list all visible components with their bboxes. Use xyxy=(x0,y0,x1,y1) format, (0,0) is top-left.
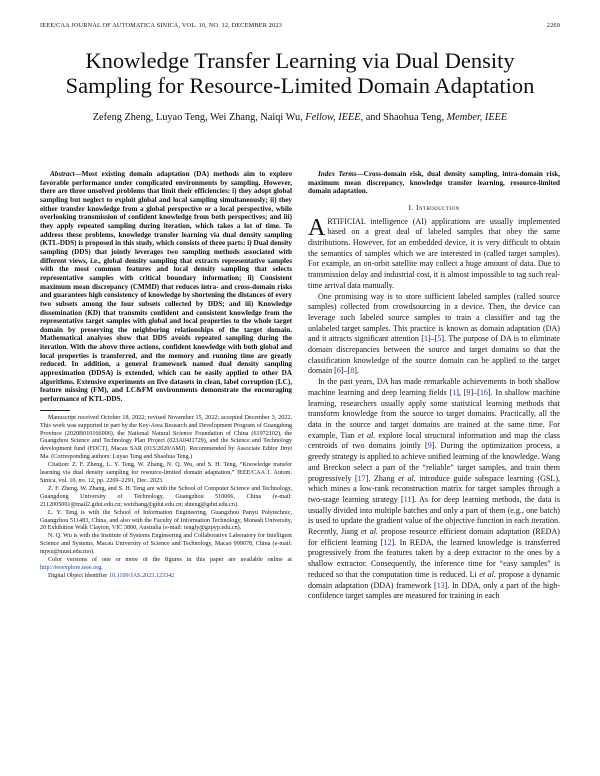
intro-text: ]–[ xyxy=(340,366,351,376)
intro-text: ]–[ xyxy=(428,334,438,344)
footnote-affiliation-3: N. Q. Wu is with the Institute of Systems Engineering and Collaborative Laboratory for Intelligent Science and Systems, Macau University of Science and Technology, Macao 999078, China (e-mail: nqwu@must.edu.mo). xyxy=(40,533,292,556)
section-heading xyxy=(308,204,560,213)
intro-text: explore local structural information and map the class centroids of two domains jointly [ xyxy=(308,430,561,451)
et-al: et al. xyxy=(479,569,496,579)
footnote-doi xyxy=(40,573,292,581)
intro-text: ]. The purpose of DA is to eliminate domain discrepancies between the source and target domains so that the classification knowledge of the source domain can be applied to the target domain [ xyxy=(308,334,560,376)
author-fellow: Fellow, IEEE, xyxy=(305,112,364,123)
footnote-color: Color versions of one or more of the figures in this paper are available online at http://ieeexplore.ieee.org. xyxy=(40,557,292,571)
intro-text: propose resource efficient domain adaptation (REDA) for efficient learning [ xyxy=(308,527,560,547)
citation-link[interactable]: 8 xyxy=(350,366,355,376)
footnote-affiliation-2: L. Y. Teng is with the School of Information Engineering, Guangzhou Panyu Polytechnic, Guangzhou 511483, China, and also with the Faculty of Information Technology, Monash University, 20 Exhibition Walk Clayton, VIC 3800, Australia (e-mail: tengly@gzpyp.edu.cn). xyxy=(40,509,292,532)
section-number: I. xyxy=(408,202,414,212)
intro-text: One promising way is to store sufficient labeled samples (called source samples) collected from crowdsourcing in a device. Then, the device can leverage such labeled source samples to train a classifier and tag the unlabeled target samples. This practice is known as domain adaptation (DA) and it attracts significant attention [ xyxy=(308,291,560,344)
intro-text: propose a dynamic domain adaptation (DDA) framework [ xyxy=(308,569,561,590)
citation-link[interactable]: 16 xyxy=(479,387,488,397)
intro-text: ]. As for deep learning methods, the data is usually divided into multiple batches and only a part of them (e.g., one batch) is used to update the gradient value of the objective function in each iteration. Recently, Jiang xyxy=(308,494,560,537)
doi-link[interactable]: 10.1109/JAS.2023.123342 xyxy=(108,572,175,579)
intro-text-1: RTIFICIAL intelligence (AI) applications are usually implemented based on a great deal of labeled samples that obey the same distributions. However, for an embedded device, it is very difficult to obtain the semantics of samples which we are interested in (called target samples). For example, an on-orbit satellite may collect a huge amount of data. Due to transmission delay and industrial cost, it is almost impossible to tag such real-time arrival data manually. xyxy=(308,216,560,290)
intro-paragraph-1 xyxy=(308,214,560,292)
citation-link[interactable]: 9 xyxy=(466,387,471,397)
author-names: Zefeng Zheng, Luyao Teng, Wei Zhang, Naiqi Wu, xyxy=(92,112,303,123)
section-title: Introduction xyxy=(416,202,460,212)
index-terms-label: Index Terms xyxy=(318,170,357,178)
et-al: et al. xyxy=(358,430,376,440)
page-number: 2269 xyxy=(546,22,560,29)
citation-link[interactable]: 12 xyxy=(383,537,392,547)
et-al: et al. xyxy=(398,473,416,483)
intro-text: introduce guide subspace learning (GSL), which mines a low-rank reconstruction matrix for target samples through a two-stage learning strategy [ xyxy=(308,473,561,504)
paper-title: Knowledge Transfer Learning via Dual Density Sampling for Resource-Limited Domain Adaptation xyxy=(65,48,535,98)
footnote-affiliation-1: Z. F. Zheng, W. Zhang, and S. H. Teng are with the School of Computer Science and Technology, Guangdong University of Technology, Guangzhou 510006, China (e-mail: 2112005001@mail2.gdut.edu.cn; weizhang@gdut.edu.cn; shteng@gdut.edu.cn). xyxy=(40,485,292,508)
right-column xyxy=(308,170,560,602)
footnote-citation: Citation: Z. F. Zheng, L. Y. Teng, W. Zhang, N. Q. Wu, and S. H. Teng, “Knowledge transfer learning via dual density sampling for resource-limited domain adaptation,” IEEE/CAA J. Autom. Sinica, vol. 10, no. 12, pp. 2269–2291, Dec. 2023. xyxy=(40,462,292,484)
intro-text: In the past years, DA has made remarkable achievements in both shallow machine learning and deep learning fields [ xyxy=(308,377,560,397)
left-column xyxy=(40,170,292,581)
footnote-received: Manuscript received October 18, 2022; revised November 15, 2022; accepted December 3, 2022. This work was supported in part by the Key-Area Research and Development Program of Guangdong Province (2020B010166006), the National Natural Science Foundation of China (61972102), the Guangzhou Science and Technology Plan Project (023A04J1729), and the Science and Technology development fund (FDCT), Macau SAR (015/2020/AMJ). Recommended by Associate Editor Jinyi Ma. (Corresponding authors: Luyao Teng and Shaohua Teng.) xyxy=(40,414,292,461)
author-and: and Shaohua Teng, xyxy=(365,112,445,123)
ieee-link[interactable]: http://ieeexplore.ieee.org xyxy=(40,564,102,571)
intro-text: ]. During the optimization process, a greedy strategy is applied to achieve unified learning of the knowledge. Wang and Breckon select a part of the “reliable” target samples, and train them progressively [ xyxy=(308,441,560,483)
intro-text: ]. Zhang xyxy=(365,473,399,483)
index-terms xyxy=(308,170,560,196)
author-line xyxy=(40,112,560,123)
abstract-label: Abstract xyxy=(50,170,75,178)
running-header xyxy=(40,22,560,32)
citation-link[interactable]: 17 xyxy=(357,473,366,483)
abstract-text: —Most existing domain adaptation (DA) methods aim to explore favorable performance under complicated environments by sampling. However, there are three unsolved problems that limit their efficiencies: i) they adopt global sampling but neglect to exploit global and local sampling simultaneously; ii) they either transfer knowledge from a global perspective or a local perspective, while overlooking transmission of confident knowledge from both perspectives; and iii) they apply repeated sampling during iteration, which takes a lot of time. To address these problems, knowledge transfer learning via dual density sampling (KTL-DDS) is proposed in this study, which consists of three parts: i) Dual density sampling (DDS) that jointly leverages two sampling methods associated with different views, i.e., global density sampling that extracts representative samples with the most common features and local density sampling that selects representative samples with critical boundary information; ii) Consistent maximum mean discrepancy (CMMD) that reduces intra- and cross-domain risks and guarantees high consistency of knowledge by shortening the distances of every two subsets among the four subsets collected by DDS; and iii) Knowledge dissemination (KD) that transmits confident and consistent knowledge from the representative target samples with global and local properties to the whole target domain by preserving the neighboring relationships of the target domain. Mathematical analyses show that DDS avoids repeated sampling during the iteration. With the above three actions, confident knowledge with both global and local properties is transferred, and the memory and running time are greatly reduced. In addition, a general framework named dual density sampling approximation (DDSA) is extended, which can be easily applied to other DA algorithms. Extensive experiments on five datasets in clean, label corruption (LC), feature missing (FM), and LC&FM environments demonstrate the encouraging performance of KTL-DDS. xyxy=(40,170,292,404)
intro-text: ]–[ xyxy=(470,387,480,397)
intro-paragraph-3 xyxy=(308,377,560,602)
intro-text: ]. In REDA, the learned knowledge is transferred progressively from the features taken by a deep extractor to the ones by a shallow extractor. Consequently, the inference time for “easy samples” is reduced so that the computation time is reduced. Li xyxy=(308,537,560,579)
drop-cap: A xyxy=(308,214,326,241)
citation-link[interactable]: 11 xyxy=(403,494,412,504)
author-member: Member, IEEE xyxy=(446,112,508,123)
journal-header: IEEE/CAA JOURNAL OF AUTOMATICA SINICA, VOL. 10, NO. 12, DECEMBER 2023 xyxy=(40,22,283,29)
index-terms-text: —Cross-domain risk, dual density sampling, intra-domain risk, maximum mean discrepancy, knowledge transfer learning, resource-limited domain adaptation. xyxy=(308,170,560,196)
intro-paragraph-2 xyxy=(308,292,560,378)
intro-text: ]. In shallow machine learning, researchers usually apply some statistical learning methods that transform knowledge from the source to target domains. Practically, all the data in the source and target domains are trained at the same time. For example, Tian xyxy=(308,387,560,440)
footnotes xyxy=(40,415,292,581)
introduction xyxy=(308,214,561,602)
citation-link[interactable]: 6 xyxy=(336,366,341,376)
intro-text: ]. xyxy=(354,366,359,376)
intro-text: ]. In DDA, only a part of the high-confidence target samples are measured for training in each xyxy=(308,580,560,601)
citation-link[interactable]: 9 xyxy=(427,441,432,451)
et-al: et al. xyxy=(360,527,378,537)
intro-text: ], [ xyxy=(456,387,467,397)
citation-link[interactable]: 13 xyxy=(436,580,445,590)
footnote-rule xyxy=(40,410,70,411)
color-note: Color versions of one or more of the figures in this paper are available online at xyxy=(48,557,292,564)
citation-link[interactable]: 1 xyxy=(452,387,457,397)
citation-link[interactable]: 1 xyxy=(423,334,428,344)
abstract xyxy=(40,170,292,404)
doi-label: Digital Object Identifier xyxy=(48,572,108,579)
citation-link[interactable]: 5 xyxy=(437,334,442,344)
